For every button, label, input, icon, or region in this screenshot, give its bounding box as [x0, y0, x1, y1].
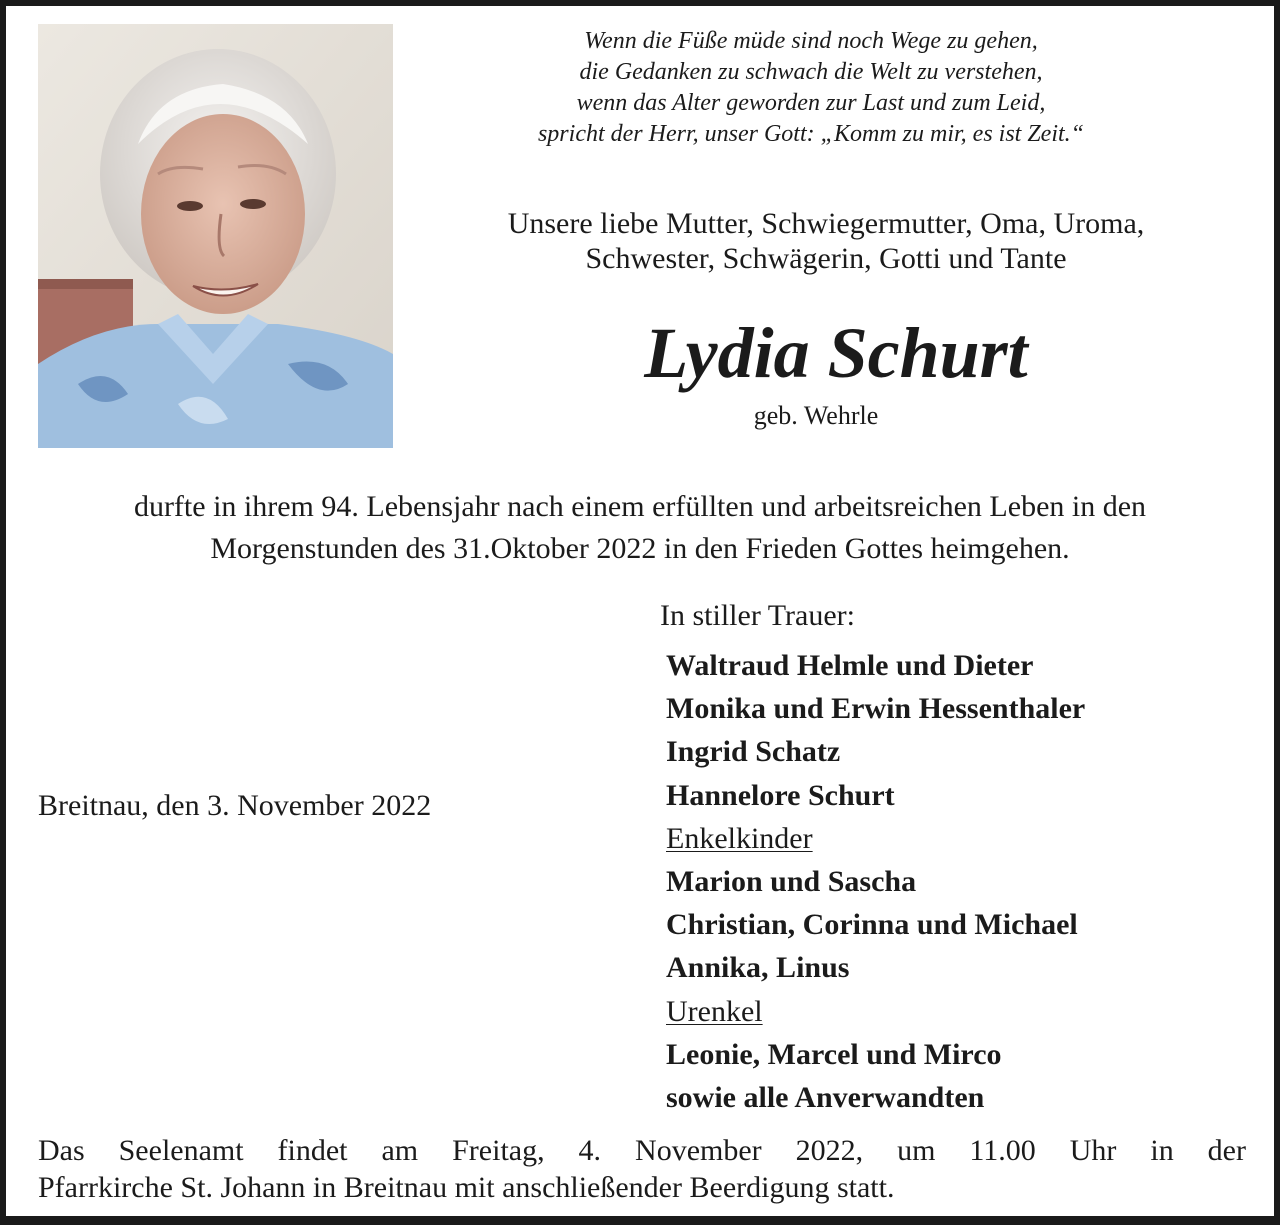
poem-line: spricht der Herr, unser Gott: „Komm zu mir, es ist Zeit.“: [537, 121, 1085, 147]
funeral-service-info: [38, 1132, 1246, 1206]
relationship-intro: [426, 206, 1226, 276]
intro-line: Schwester, Schwägerin, Gotti und Tante: [585, 242, 1067, 275]
mourner-entry: Ingrid Schatz: [666, 735, 841, 769]
mourner-entry: Annika, Linus: [666, 951, 850, 985]
announcement-line: durfte in ihrem 94. Lebensjahr nach einem erfüllten und arbeitsreichen Leben in den: [133, 490, 1147, 523]
portrait-image: [38, 24, 393, 448]
mourner-entry: Marion und Sascha: [666, 865, 917, 899]
mourner-entry: Hannelore Schurt: [666, 778, 895, 812]
mourners-block: [660, 598, 1250, 1119]
intro-line: Unsere liebe Mutter, Schwiegermutter, Oma, Uroma,: [507, 207, 1145, 240]
mourners-heading: In stiller Trauer:: [660, 599, 855, 632]
poem-line: Wenn die Füße müde sind noch Wege zu gehen,: [584, 28, 1038, 54]
mourner-entry: Leonie, Marcel und Mirco: [666, 1037, 1002, 1071]
announcement-line: Morgenstunden des 31.Oktober 2022 in den Frieden Gottes heimgehen.: [210, 532, 1070, 565]
death-announcement: [36, 486, 1244, 570]
obituary-notice: [6, 6, 1274, 1216]
place-date: Breitnau, den 3. November 2022: [38, 789, 432, 822]
mourner-entry: sowie alle Anverwandten: [666, 1081, 985, 1115]
service-line: Das Seelenamt findet am Freitag, 4. November 2022, um 11.00 Uhr in der: [38, 1134, 1246, 1167]
service-line: Pfarrkirche St. Johann in Breitnau mit anschließender Beerdigung statt.: [38, 1171, 895, 1204]
maiden-name: geb. Wehrle: [753, 401, 879, 430]
mourner-entry: Monika und Erwin Hessenthaler: [666, 692, 1086, 726]
mourners-list: [660, 644, 1250, 1119]
mourner-entry: Christian, Corinna und Michael: [666, 908, 1078, 942]
deceased-name: Lydia Schurt: [644, 313, 1028, 393]
mourner-group-label: Enkelkinder: [666, 821, 813, 855]
poem-line: wenn das Alter geworden zur Last und zum Leid,: [576, 90, 1046, 116]
poem-line: die Gedanken zu schwach die Welt zu verstehen,: [579, 59, 1043, 85]
poem: [436, 26, 1186, 150]
portrait-photo: [38, 24, 393, 448]
mourner-group-label: Urenkel: [666, 994, 763, 1028]
mourner-entry: Waltraud Helmle und Dieter: [666, 649, 1034, 682]
